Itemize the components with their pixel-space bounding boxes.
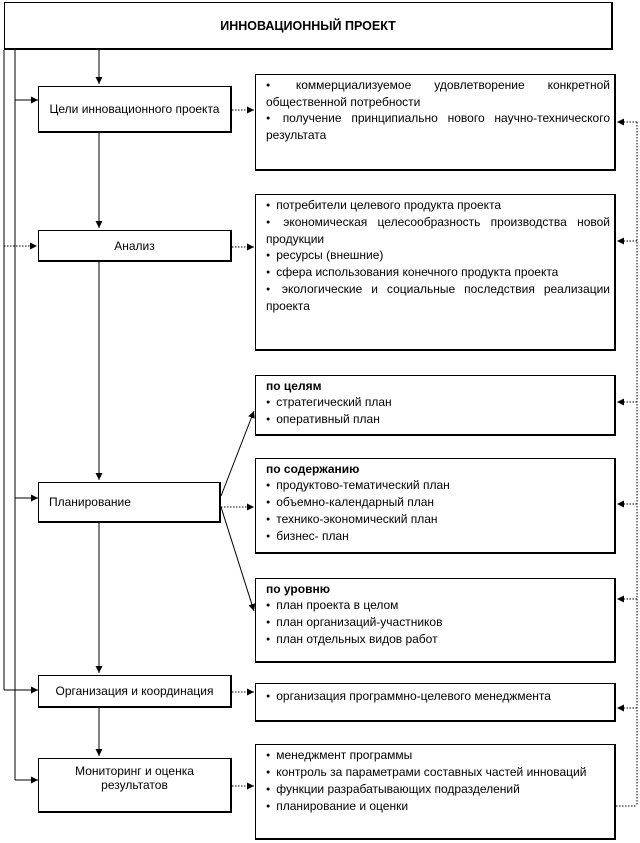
- list-item: ● продуктово-тематический план: [266, 477, 610, 494]
- stage-planning-label: Планирование: [49, 495, 131, 509]
- project-title: ИННОВАЦИОННЫЙ ПРОЕКТ: [220, 18, 396, 33]
- stage-organization: [38, 675, 232, 708]
- list-item: ● потребители целевого продукта проекта: [266, 197, 610, 214]
- list-item: ● оперативный план: [266, 411, 610, 428]
- planning-goals-details: [255, 375, 616, 436]
- project-title-box: [4, 2, 613, 50]
- list-item: ● план отдельных видов работ: [266, 631, 610, 648]
- stage-monitoring-label: Мониторинг и оценка результатов: [75, 764, 194, 792]
- planning-content-details: [255, 458, 616, 554]
- list-item: ● план организаций-участников: [266, 614, 610, 631]
- list-item: ● объемно-календарный план: [266, 494, 610, 511]
- planning-level-details: [255, 578, 616, 663]
- list-item: ● экономическая целесообразность производства новой продукции: [266, 214, 610, 247]
- goals-details: [255, 74, 616, 171]
- planning-goals-heading: по целям: [266, 379, 322, 393]
- fan-arrow-level: [221, 507, 254, 611]
- list-item: ● план проекта в целом: [266, 597, 610, 614]
- stage-planning: [38, 482, 221, 523]
- list-item: ● получение принципиально нового научно-технического результата: [266, 110, 610, 143]
- stage-organization-label: Организация и координация: [55, 684, 214, 698]
- list-item: ● контроль за параметрами составных частей инноваций: [266, 764, 610, 781]
- stage-goals-label: Цели инновационного проекта: [49, 102, 220, 116]
- stage-analysis-label: Анализ: [114, 238, 155, 253]
- list-item: ● экологические и социальные последствия реализации проекта: [266, 281, 610, 314]
- organization-details: [255, 683, 616, 722]
- stage-analysis: [38, 230, 232, 262]
- list-item: ● планирование и оценки: [266, 798, 610, 815]
- stage-monitoring: [38, 758, 232, 813]
- list-item: ● коммерциализуемое удовлетворение конкретной общественной потребности: [266, 77, 610, 110]
- list-item: ● функции разрабатывающих подразделений: [266, 781, 610, 798]
- list-item: ● стратегический план: [266, 394, 610, 411]
- monitoring-details: [255, 744, 616, 840]
- list-item: ● технико-экономический план: [266, 511, 610, 528]
- stage-goals: [38, 86, 232, 133]
- list-item: ● сфера использования конечного продукта проекта: [266, 264, 610, 281]
- planning-level-heading: по уровню: [266, 582, 330, 596]
- list-item: ● ресурсы (внешние): [266, 247, 610, 264]
- analysis-details: [255, 194, 616, 351]
- list-item: ● менеджмент программы: [266, 747, 610, 764]
- planning-content-heading: по содержанию: [266, 462, 360, 476]
- list-item: ● бизнес- план: [266, 528, 610, 545]
- list-item: ● организация программно-целевого менеджмента: [266, 688, 610, 705]
- fan-arrow-goals: [221, 411, 254, 496]
